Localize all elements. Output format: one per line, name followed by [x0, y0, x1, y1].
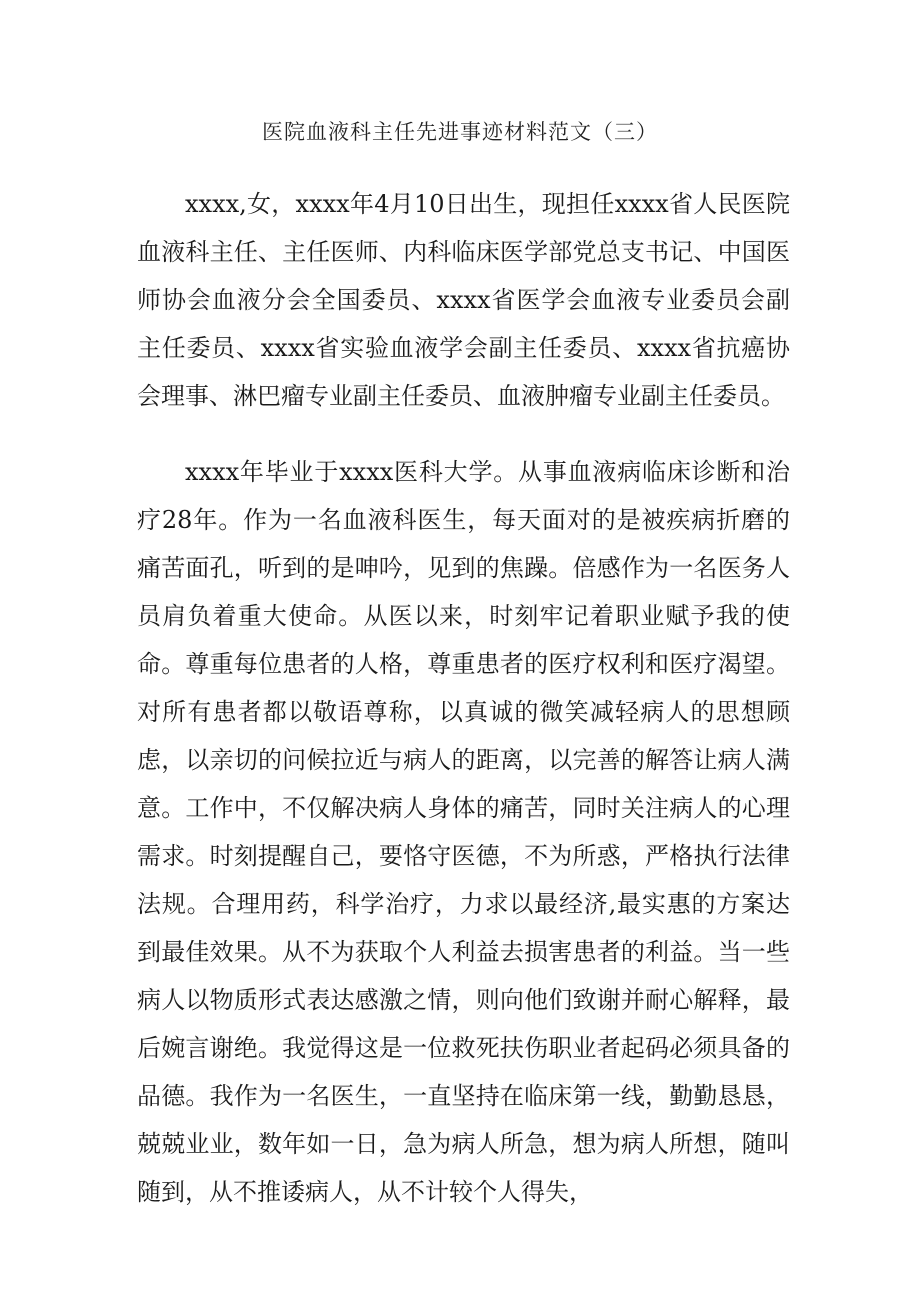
paragraph-career: xxxx年毕业于xxxx医科大学。从事血液病临床诊断和治疗28年。作为一名血液科医生，每天面对的是被疾病折磨的痛苦面孔，听到的是呻吟，见到的焦躁。倍感作为一名医务人员肩负着重大使命。从医以来，时刻牢记着职业赋予我的使命。尊重每位患者的人格，尊重患者的医疗权利和医疗渴望。对所有患者都以敬语尊称，以真诚的微笑减轻病人的思想顾虑，以亲切的问候拉近与病人的距离，以完善的解答让病人满意。工作中，不仅解决病人身体的痛苦，同时关注病人的心理需求。时刻提醒自己，要恪守医德，不为所惑，严格执行法律法规。合理用药，科学治疗，力求以最经济,最实惠的方案达到最佳效果。从不为获取个人利益去损害患者的利益。当一些病人以物质形式表达感激之情，则向他们致谢并耐心解释，最后婉言谢绝。我觉得这是一位救死扶伤职业者起码必须具备的品德。我作为一名医生，一直坚持在临床第一线，勤勤恳恳，兢兢业业，数年如一日，急为病人所急，想为病人所想，随叫随到，从不推诿病人，从不计较个人得失，	[137, 458, 790, 1206]
document-body	[137, 180, 790, 1216]
paragraph-profile: xxxx,女，xxxx年4月10日出生，现担任xxxx省人民医院血液科主任、主任医师、内科临床医学部党总支书记、中国医师协会血液分会全国委员、xxxx省医学会血液专业委员会副主任委员、xxxx省实验血液学会副主任委员、xxxx省抗癌协会理事、淋巴瘤专业副主任委员、血液肿瘤专业副主任委员。	[137, 190, 790, 410]
document-title: 医院血液科主任先进事迹材料范文（三）	[262, 120, 658, 144]
